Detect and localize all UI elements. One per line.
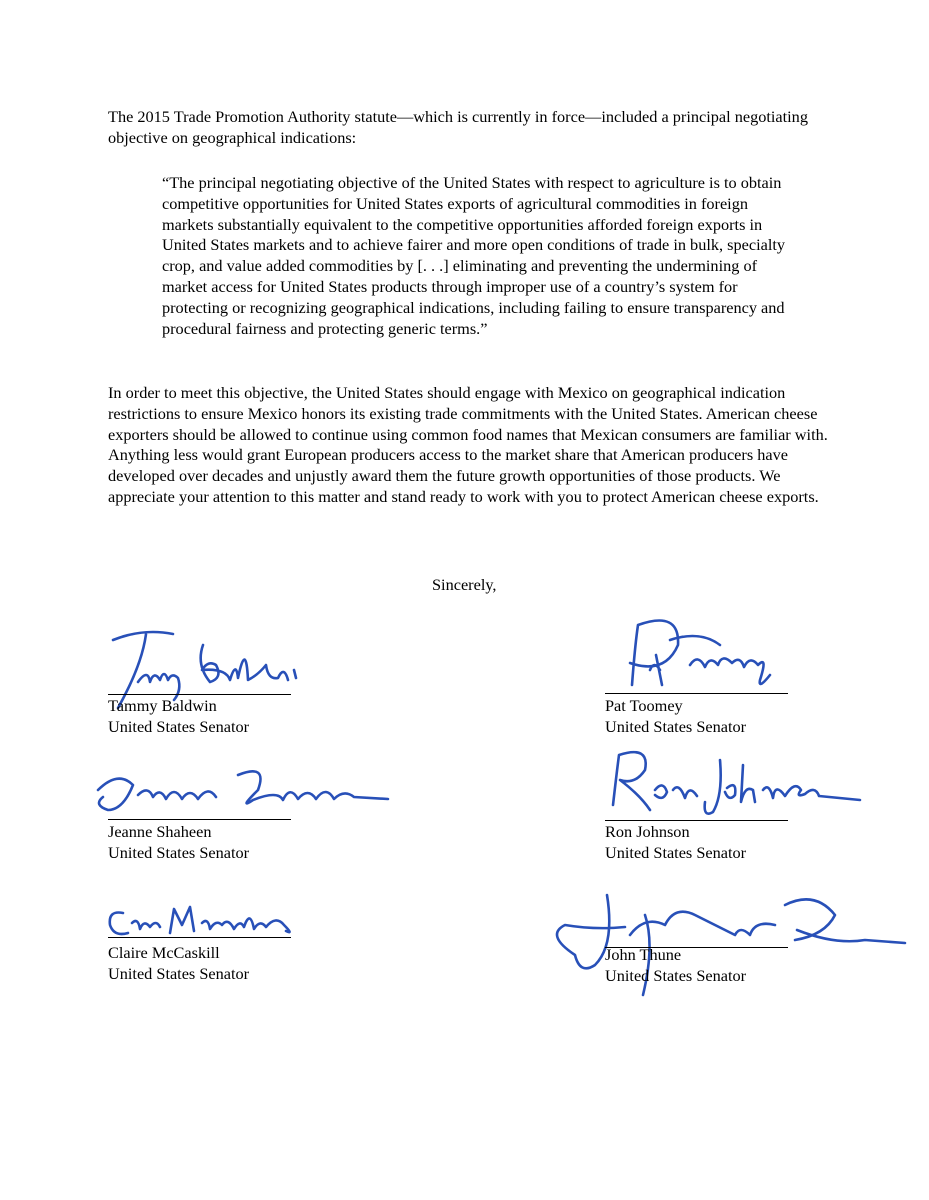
signature-block-baldwin xyxy=(108,620,428,740)
signature-line xyxy=(108,819,291,820)
signatory-name: Claire McCaskill xyxy=(108,943,220,962)
signature-line xyxy=(108,694,291,695)
signature-shaheen xyxy=(78,755,398,825)
signatory-title: United States Senator xyxy=(108,717,250,736)
signature-block-johnson xyxy=(605,740,925,870)
signatory-title: United States Senator xyxy=(605,966,747,985)
signatory-title: United States Senator xyxy=(108,843,250,862)
signature-block-shaheen xyxy=(108,755,428,875)
signatory-name: Tammy Baldwin xyxy=(108,696,217,715)
signature-line xyxy=(108,937,291,938)
signature-line xyxy=(605,693,788,694)
signature-toomey xyxy=(610,605,810,695)
signatory-name: Pat Toomey xyxy=(605,696,683,715)
signature-line xyxy=(605,820,788,821)
signatory-name: John Thune xyxy=(605,945,682,964)
signature-block-thune xyxy=(605,885,925,1000)
signatory-name: Jeanne Shaheen xyxy=(108,822,212,841)
signature-johnson xyxy=(605,740,865,820)
block-quote: “The principal negotiating objective of the United States with respect to agriculture is to obtain competitive opportunities for United States exports of agricultural commodities in foreign markets substantially equivalent to the competitive opportunities afforded foreign exports in United States markets and to achieve fairer and more open conditions of trade in bulk, specialty crop, and value added commodities by [. . .] eliminating and preventing the undermining of market access for United States products through improper use of a country’s system for protecting or recognizing geographical indications, including failing to ensure transparency and procedural fairness and protecting generic terms.” xyxy=(162,173,786,338)
signatory-title: United States Senator xyxy=(605,717,747,736)
closing-salutation: Sincerely, xyxy=(432,575,497,594)
body-paragraph: In order to meet this objective, the United States should engage with Mexico on geographical indication restrictions to ensure Mexico honors its existing trade commitments with the United States. American cheese exporters should be allowed to continue using common food names that Mexican consumers are familiar with. Anything less would grant European producers access to the market share that American producers have developed over decades and unjustly award them the future growth opportunities of those products. We appreciate your attention to this matter and stand ready to work with you to protect American cheese exports. xyxy=(108,383,828,506)
signatory-title: United States Senator xyxy=(605,843,747,862)
signature-block-toomey xyxy=(605,605,925,745)
intro-paragraph: The 2015 Trade Promotion Authority statute—which is currently in force—included a principal negotiating objective on geographical indications: xyxy=(108,107,808,147)
signature-thune xyxy=(535,885,915,1005)
signatory-title: United States Senator xyxy=(108,964,250,983)
signatory-name: Ron Johnson xyxy=(605,822,690,841)
signature-block-mccaskill xyxy=(108,895,428,995)
